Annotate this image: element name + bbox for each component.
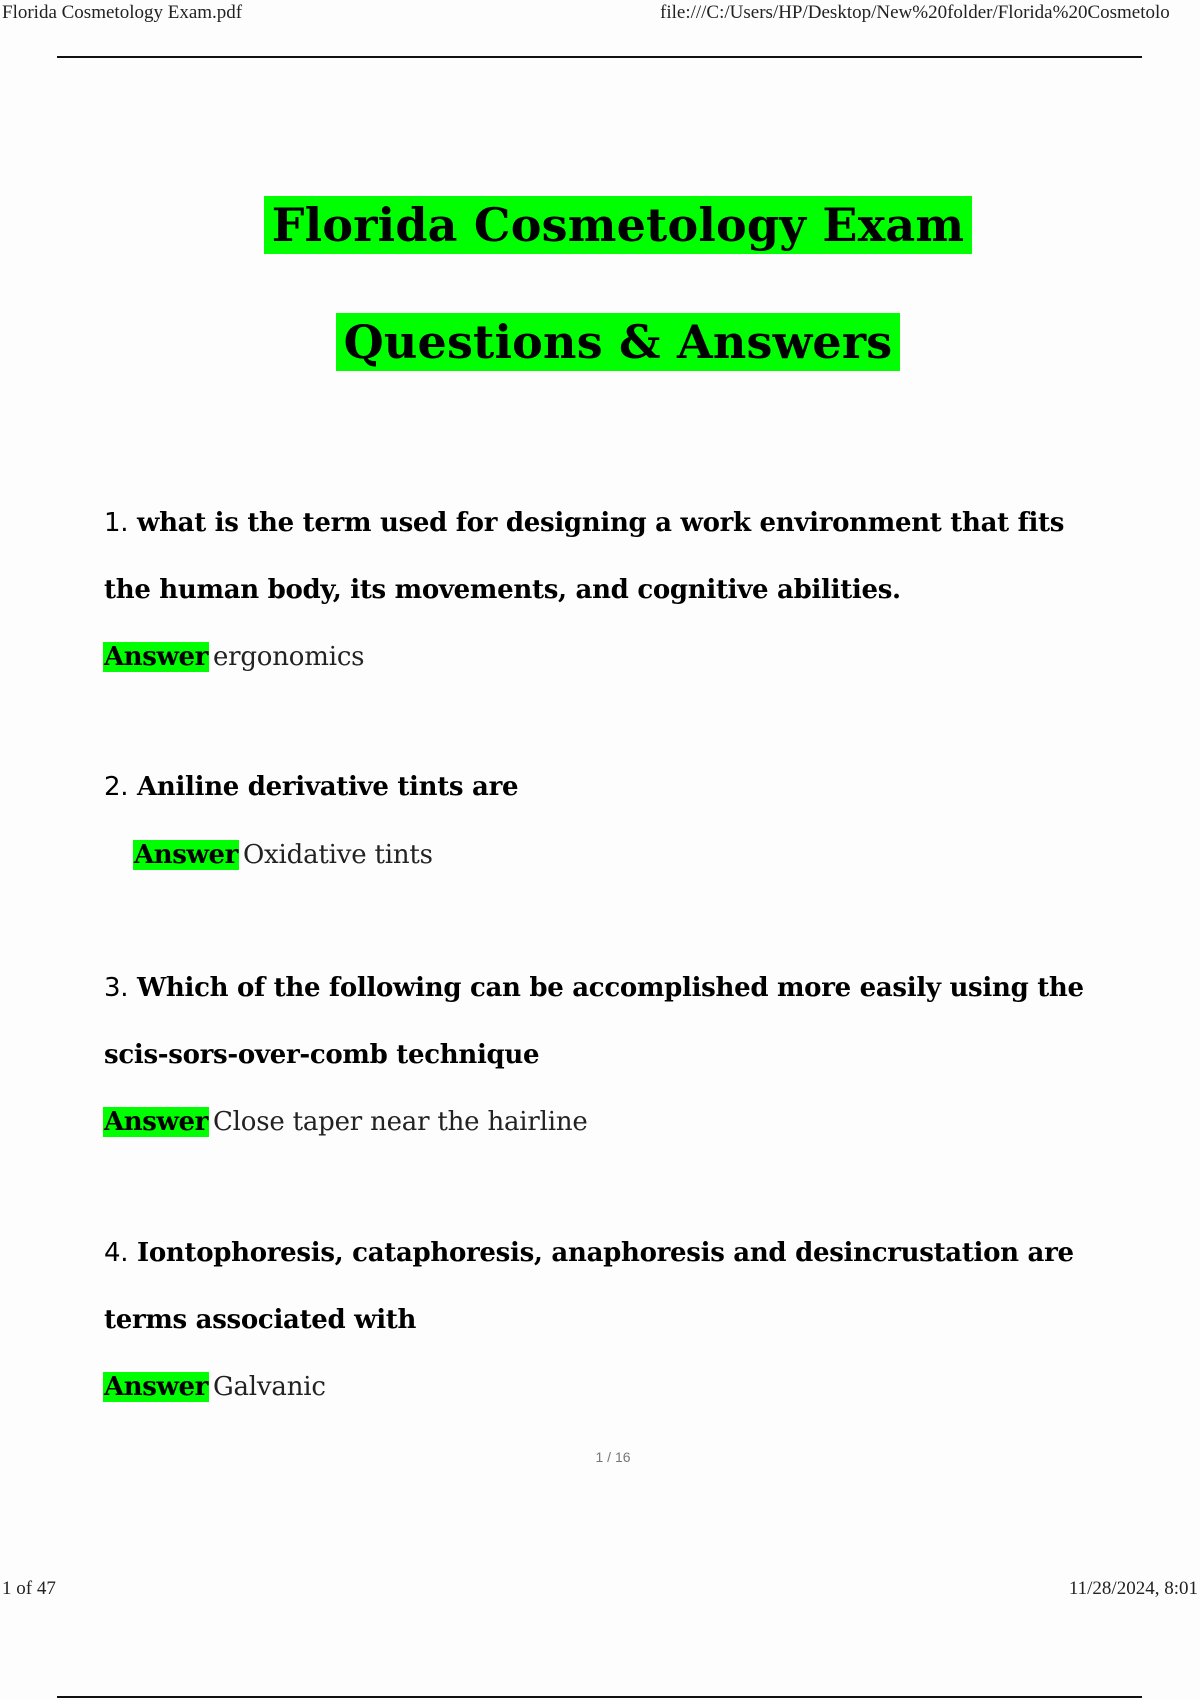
question-number: 2. [104, 772, 129, 802]
question-number: 3. [104, 973, 129, 1003]
answer-2 [133, 838, 433, 872]
footer-divider [57, 1696, 1142, 1698]
answer-text: Close taper near the hairline [212, 1107, 588, 1137]
answer-text: Galvanic [212, 1372, 326, 1402]
header-divider [57, 56, 1142, 58]
answer-label: Answer [134, 840, 238, 870]
question-text: Iontophoresis, cataphoresis, anaphoresis and desincrustation are terms associated with [104, 1238, 1074, 1335]
document-title-line-1-wrapper [0, 196, 1200, 254]
answer-4 [103, 1370, 326, 1404]
print-header-doc-name: Florida Cosmetology Exam.pdf [2, 2, 243, 23]
print-footer-timestamp: 11/28/2024, 8:01 [1068, 1578, 1198, 1599]
question-text: Which of the following can be accomplished more easily using the scis-sors-over-comb technique [104, 973, 1084, 1070]
question-1 [104, 490, 1104, 624]
question-text: Aniline derivative tints are [136, 772, 519, 802]
answer-text: Oxidative tints [242, 840, 433, 870]
print-header-file-url: file:///C:/Users/HP/Desktop/New%20folder/Florida%20Cosmetolo [660, 2, 1170, 23]
answer-3 [103, 1105, 588, 1139]
answer-label: Answer [104, 642, 208, 672]
document-title-line-2: Questions & Answers [336, 313, 901, 371]
answer-1 [103, 640, 364, 674]
question-3 [104, 955, 1104, 1089]
question-number: 4. [104, 1238, 129, 1268]
question-number: 1. [104, 508, 129, 538]
page-indicator: 1 / 16 [595, 1449, 631, 1465]
print-footer-page-count: 1 of 47 [2, 1578, 56, 1599]
question-text: what is the term used for designing a work environment that fits the human body, its movements, and cognitive abilities. [104, 508, 1065, 605]
document-title-line-1: Florida Cosmetology Exam [264, 196, 972, 254]
document-title-line-2-wrapper [0, 313, 1200, 371]
answer-text: ergonomics [212, 642, 365, 672]
question-4 [104, 1220, 1104, 1354]
answer-label: Answer [104, 1107, 208, 1137]
question-2 [104, 754, 1104, 821]
answer-label: Answer [104, 1372, 208, 1402]
